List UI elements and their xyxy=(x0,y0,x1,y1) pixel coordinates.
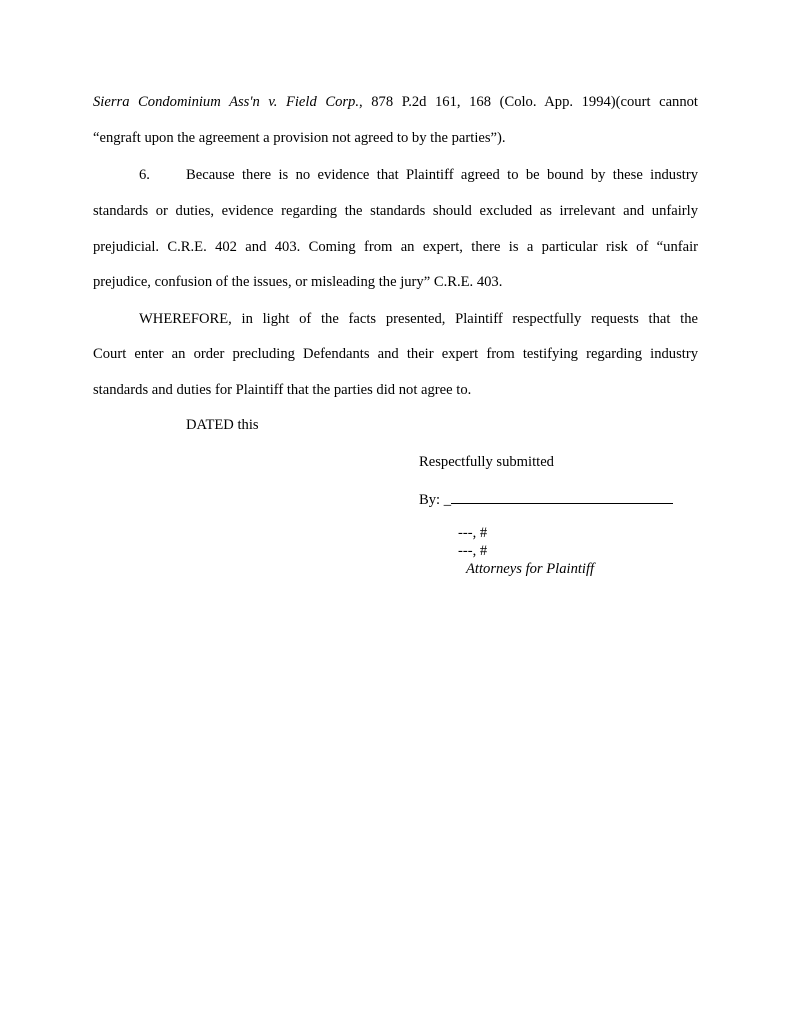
attorney-role: Attorneys for Plaintiff xyxy=(466,561,595,577)
citation-line-2: “engraft upon the agreement a provision not agreed to by the parties”). xyxy=(93,130,506,146)
para6-line-2: standards or duties, evidence regarding the standards should excluded as irrelevant and unfairly xyxy=(93,203,698,219)
wherefore-line-1: WHEREFORE, in light of the facts presented, Plaintiff respectfully requests that the xyxy=(139,311,698,327)
signature-by xyxy=(419,489,673,509)
wherefore-line-2: Court enter an order precluding Defendants and their expert from testifying regarding industry xyxy=(93,346,698,362)
dated-line: DATED this xyxy=(186,417,259,433)
case-name: Sierra Condominium Ass'n v. Field Corp. xyxy=(93,94,359,110)
paragraph-number: 6. xyxy=(139,167,150,183)
closing: Respectfully submitted xyxy=(419,454,554,470)
by-label: By: _ xyxy=(419,492,452,508)
wherefore-line-3: standards and duties for Plaintiff that the parties did not agree to. xyxy=(93,382,472,398)
attorney-name-2: ---, # xyxy=(458,543,488,559)
para6-line-4: prejudice, confusion of the issues, or misleading the jury” C.R.E. 403. xyxy=(93,274,503,290)
signature-line xyxy=(451,489,673,504)
para6-line-3: prejudicial. C.R.E. 402 and 403. Coming from an expert, there is a particular risk of “unfair xyxy=(93,239,698,255)
attorney-name-1: ---, # xyxy=(458,525,488,541)
para6-line-1: Because there is no evidence that Plaintiff agreed to be bound by these industry xyxy=(186,167,698,183)
citation-rest: , 878 P.2d 161, 168 (Colo. App. 1994)(court cannot xyxy=(359,94,698,110)
citation-line-1 xyxy=(93,93,698,111)
